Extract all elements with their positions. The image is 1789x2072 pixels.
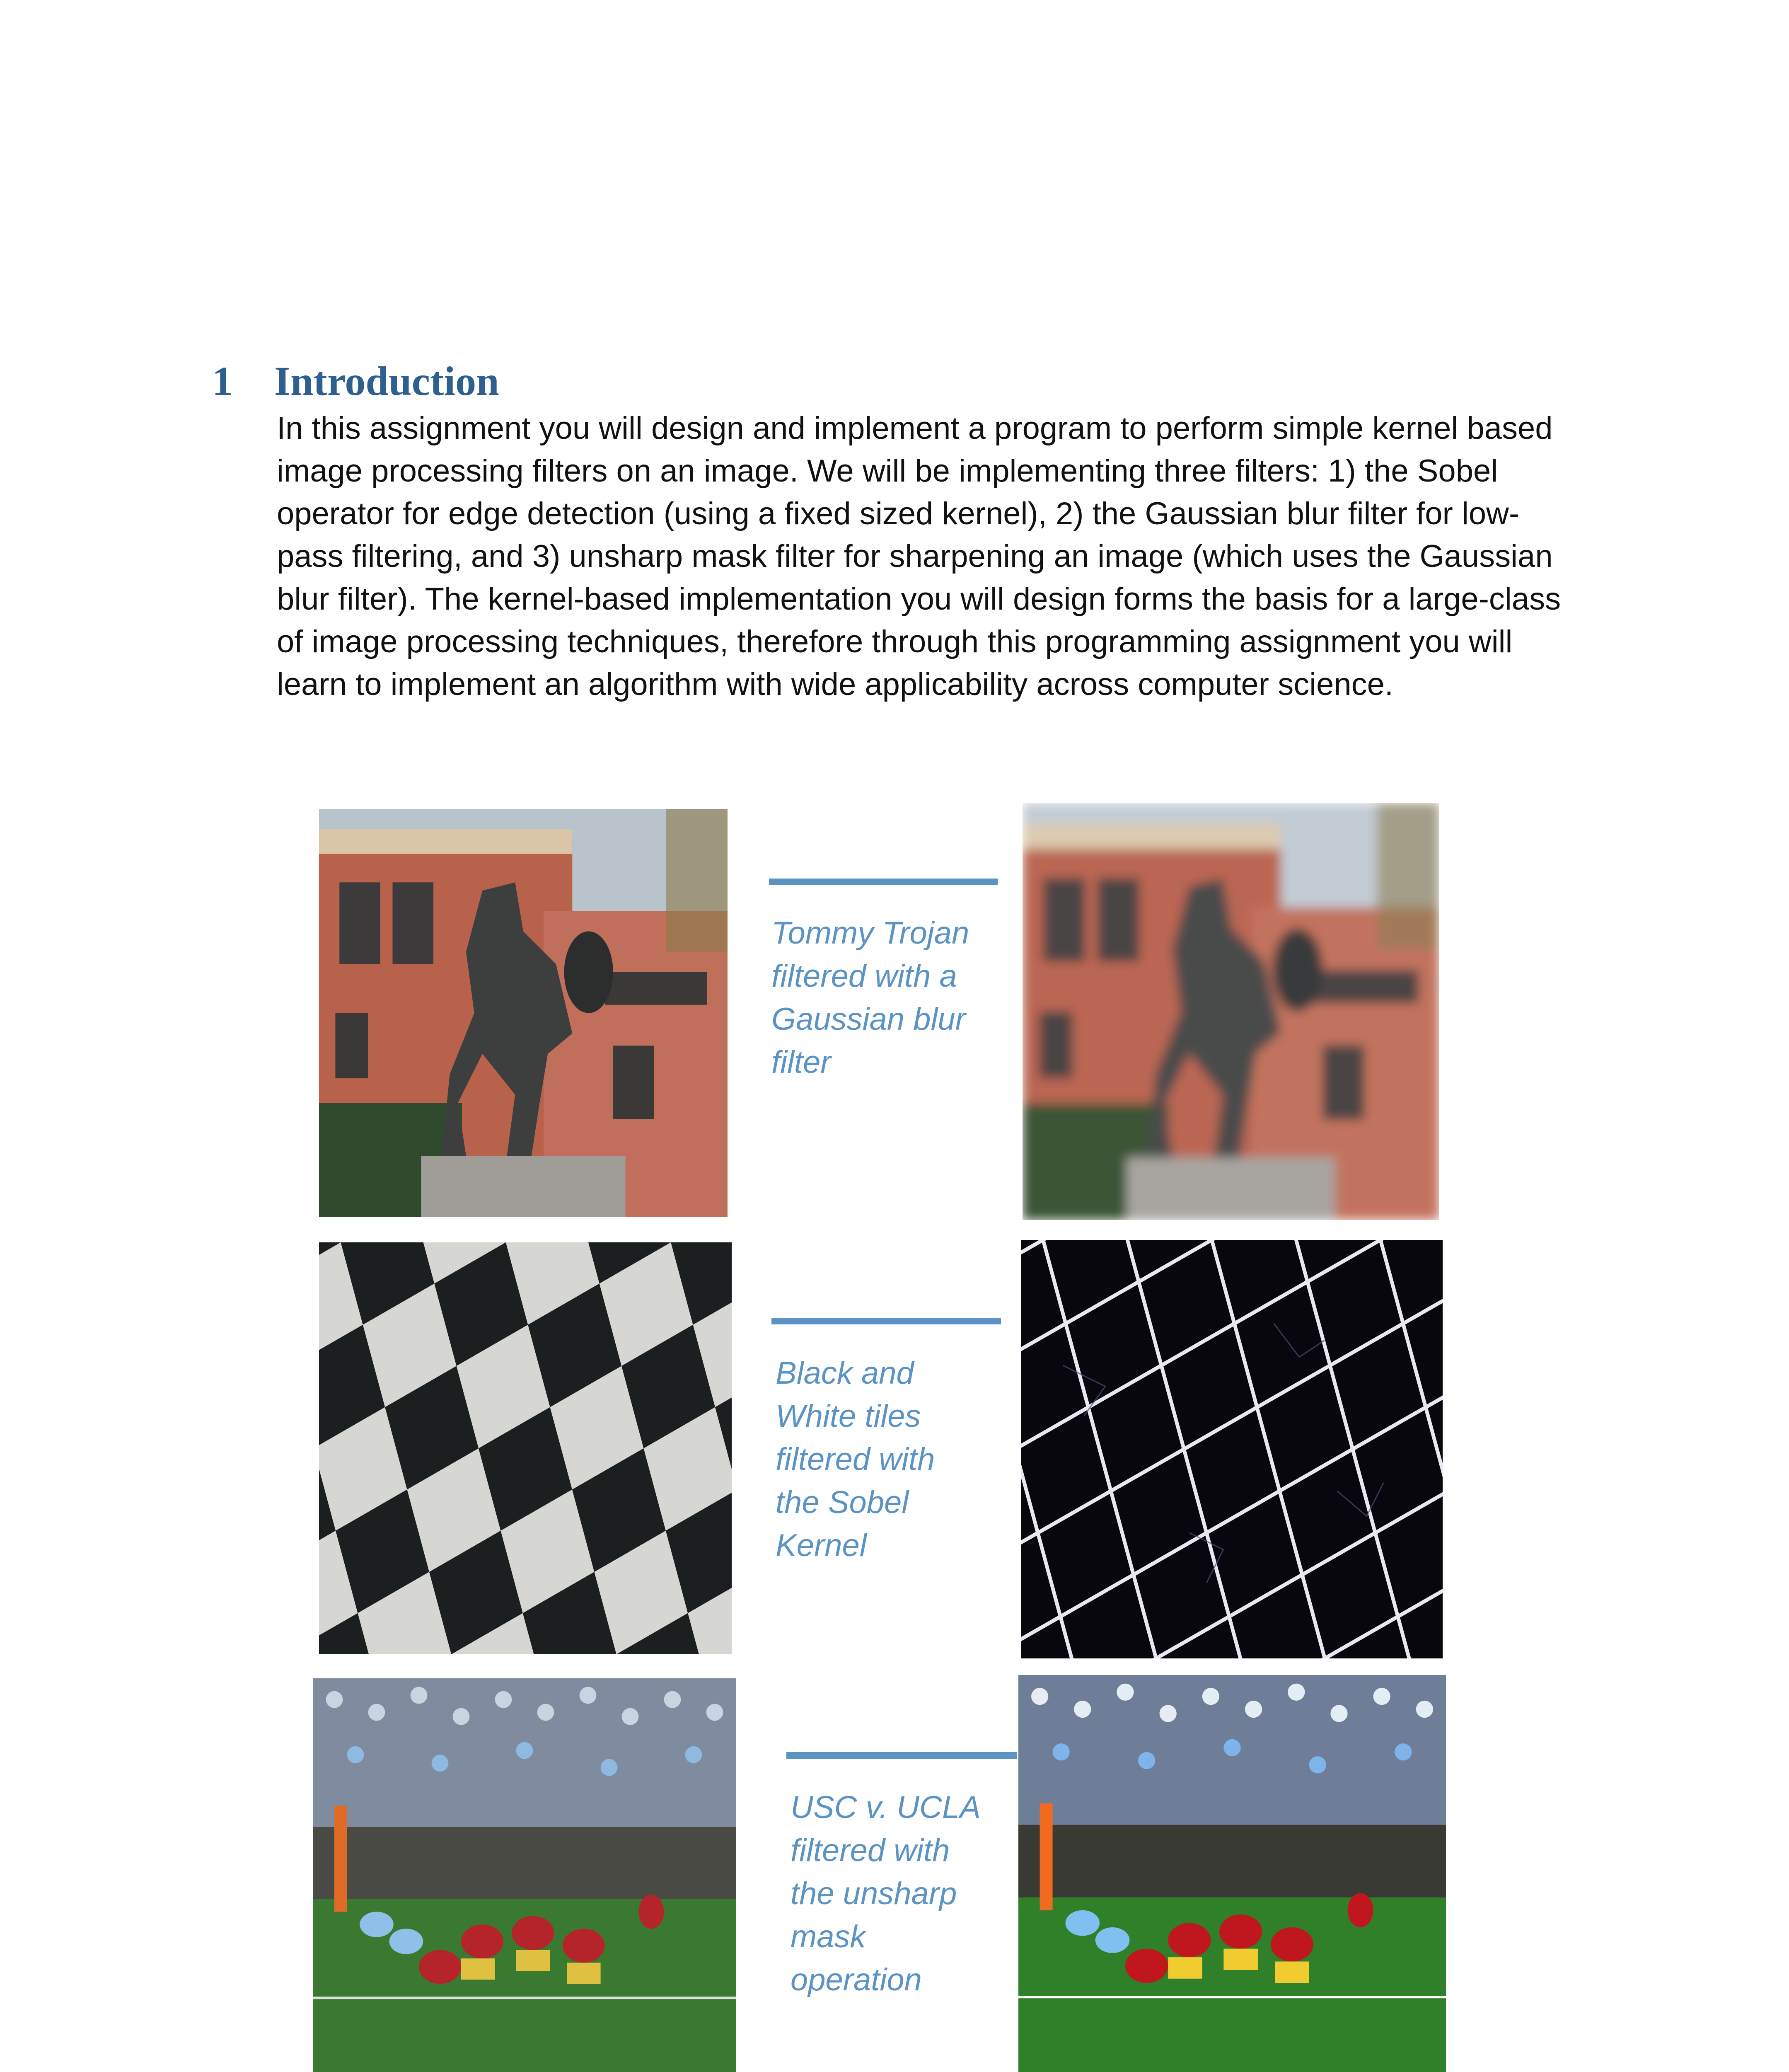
caption-rule-1 bbox=[769, 879, 998, 885]
caption-gaussian: Tommy Trojan filtered with a Gaussian blur filter bbox=[771, 915, 969, 1080]
caption-rule-2 bbox=[771, 1318, 1001, 1324]
caption-rule-3 bbox=[786, 1752, 1017, 1759]
tiles-sobel-filtered-image bbox=[1021, 1240, 1443, 1658]
tommy-trojan-gaussian-blur-image bbox=[1023, 803, 1439, 1220]
section-title: Introduction bbox=[274, 358, 499, 404]
football-original-image bbox=[313, 1678, 736, 2072]
tommy-trojan-original-image bbox=[319, 809, 728, 1217]
caption-sobel: Black and White tiles filtered with the Sobel Kernel bbox=[776, 1356, 935, 1563]
caption-unsharp: USC v. UCLA filtered with the unsharp mask operation bbox=[791, 1790, 980, 1997]
football-unsharp-mask-image bbox=[1018, 1675, 1446, 2072]
intro-paragraph: In this assignment you will design and implement a program to perform simple kernel based image processing filters on an image. We will be implementing three filters: 1) the Sobel operator for edge detection (using a fixed sized kernel), 2) the Gaussian blur filter for low-pass filtering, and 3) unsharp mask filter for sharpening an image (which uses the Gaussian blur filter). The kernel-based implementation you will design forms the basis for a large-class of image processing techniques, therefore through this programming assignment you will learn to implement an algorithm with wide applicability across computer science. bbox=[277, 411, 1561, 702]
section-heading bbox=[212, 357, 499, 405]
checkerboard-tiles-original-image bbox=[319, 1242, 732, 1654]
section-number: 1 bbox=[212, 358, 233, 404]
